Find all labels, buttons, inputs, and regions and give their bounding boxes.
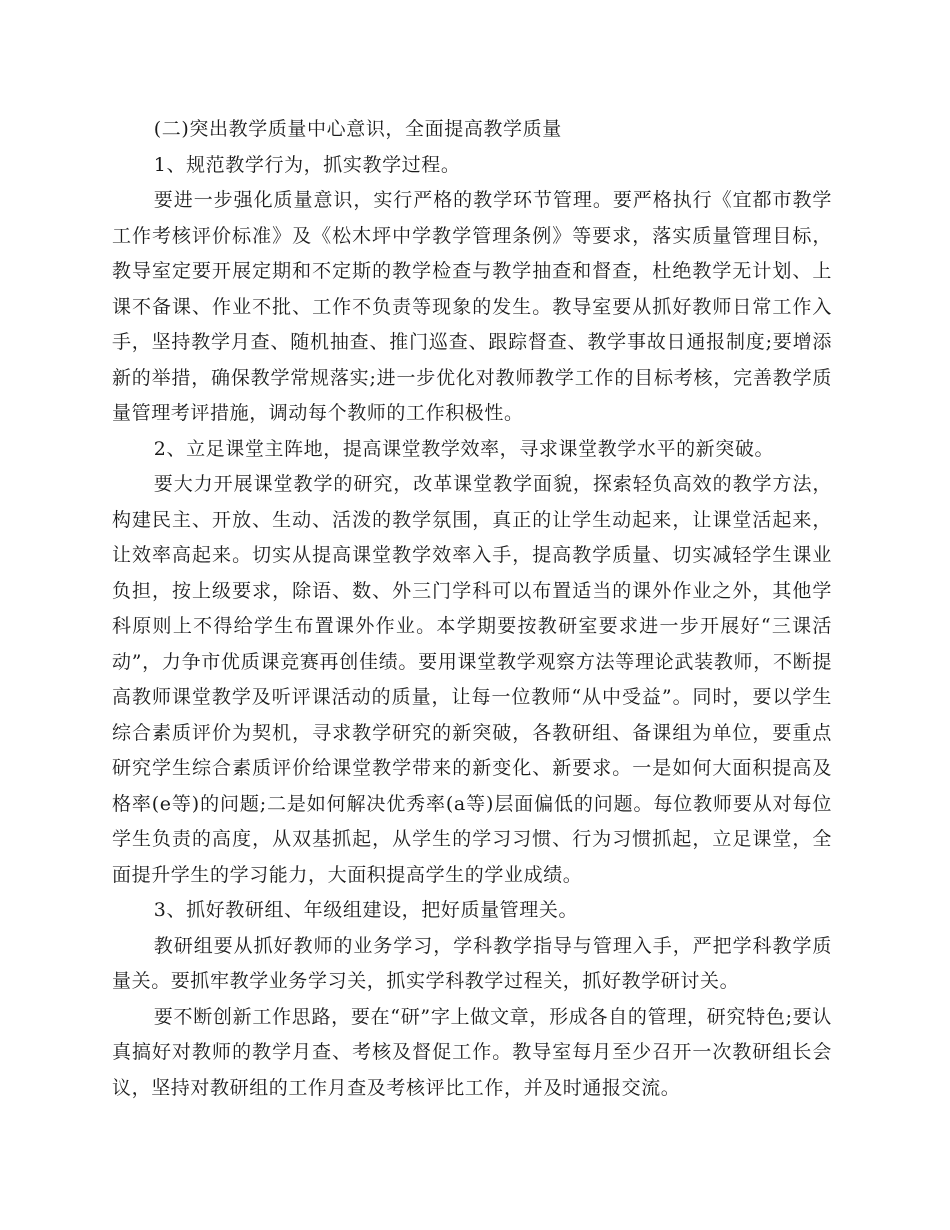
section-heading: (二)突出教学质量中心意识，全面提高教学质量: [153, 118, 562, 140]
paragraph-1: 要进一步强化质量意识，实行严格的教学环节管理。要严格执行《宜都市教学工作考核评价标准》及《松木坪中学教学管理条例》等要求，落实质量管理目标，教导室定要开展定期和不定斯的教学检查与教学抽查和督查，杜绝教学无计划、上课不备课、作业不批、工作不负责等现象的发生。教导室要从抓好教师日常工作入手，坚持教学月查、随机抽查、推门巡查、跟踪督查、教学事故日通报制度;要增添新的举措，确保教学常规落实;进一步优化对教师教学工作的目标考核，完善教学质量管理考评措施，调动每个教师的工作积极性。: [112, 189, 832, 424]
paragraph-2: 要大力开展课堂教学的研究，改革课堂教学面貌，探索轻负高效的教学方法，构建民主、开放、生动、活泼的教学氛围，真正的让学生动起来，让课堂活起来，让效率高起来。切实从提高课堂教学效率入手，提高教学质量、切实减轻学生课业负担，按上级要求，除语、数、外三门学科可以布置适当的课外作业之外，其他学科原则上不得给学生布置课外作业。本学期要按教研室要求进一步开展好“三课活动”，力争市优质课竞赛再创佳绩。要用课堂教学观察方法等理论武装教师，不断提高教师课堂教学及听评课活动的质量，让每一位教师“从中受益”。同时，要以学生综合素质评价为契机，寻求教学研究的新突破，各教研组、备课组为单位，要重点研究学生综合素质评价给课堂教学带来的新变化、新要求。一是如何大面积提高及格率(e等)的问题;二是如何解决优秀率(a等)层面偏低的问题。每位教师要从对每位学生负责的高度，从双基抓起，从学生的学习习惯、行为习惯抓起，立足课堂，全面提升学生的学习能力，大面积提高学生的学业成绩。: [112, 473, 832, 886]
subheading-2: 2、立足课堂主阵地，提高课堂教学效率，寻求课堂教学水平的新突破。: [153, 437, 775, 460]
paragraph-3: 教研组要从抓好教师的业务学习，学科教学指导与管理入手，严把学科教学质量关。要抓牢教学业务学习关，抓实学科教学过程关，抓好教学研讨关。: [112, 934, 832, 992]
subheading-1: 1、规范教学行为，抓实教学过程。: [153, 153, 461, 176]
subheading-3: 3、抓好教研组、年级组建设，把好质量管理关。: [153, 899, 579, 921]
paragraph-4: 要不断创新工作思路，要在“研”字上做文章，形成各自的管理，研究特色;要认真搞好对教师的教学月查、考核及督促工作。教导室每月至少召开一次教研组长会议，坚持对教研组的工作月查及考核评比工作，并及时通报交流。: [112, 1005, 832, 1099]
document-body: [112, 112, 832, 1106]
